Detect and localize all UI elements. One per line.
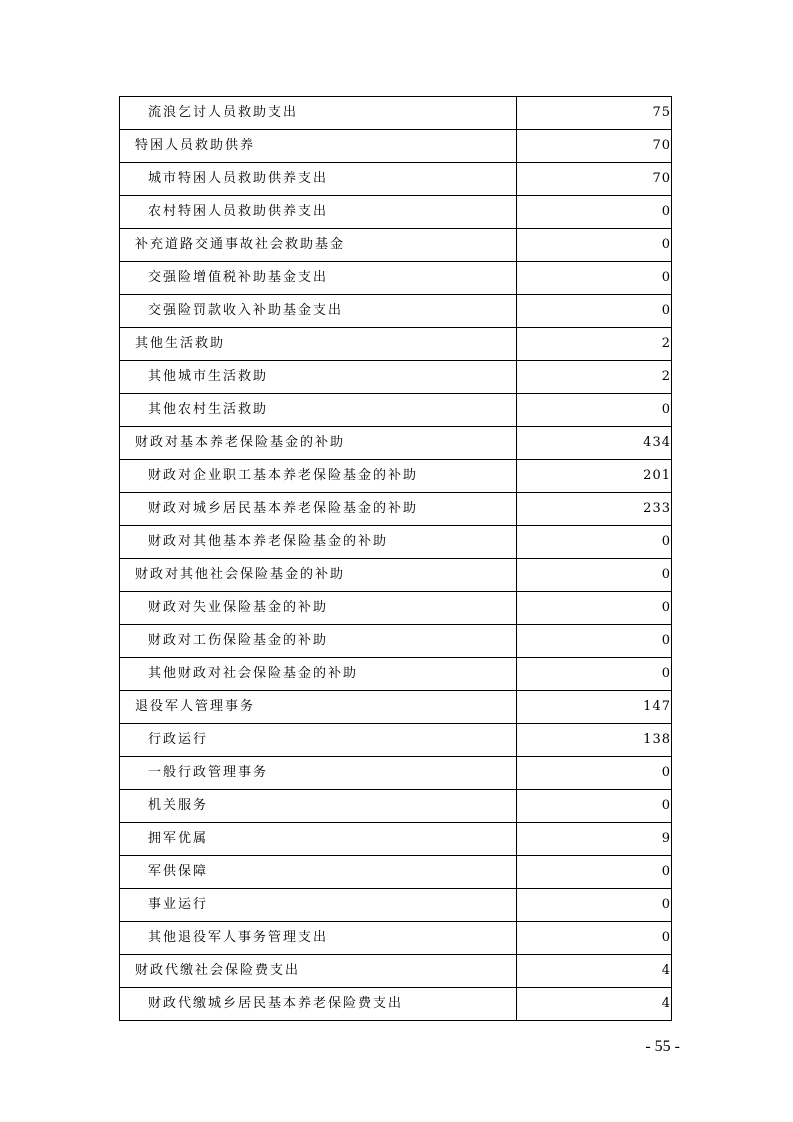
item-amount-cell: 0 — [517, 394, 672, 427]
table-row — [120, 526, 672, 559]
item-name-cell: 交强险增值税补助基金支出 — [120, 262, 517, 295]
table-row — [120, 559, 672, 592]
table-row — [120, 988, 672, 1021]
item-name-cell: 一般行政管理事务 — [120, 757, 517, 790]
item-amount-cell: 4 — [517, 988, 672, 1021]
table-row — [120, 625, 672, 658]
item-amount-cell: 0 — [517, 856, 672, 889]
item-name-cell: 财政对工伤保险基金的补助 — [120, 625, 517, 658]
item-amount-cell: 0 — [517, 592, 672, 625]
item-name-cell: 退役军人管理事务 — [120, 691, 517, 724]
item-amount-cell: 0 — [517, 625, 672, 658]
table-row — [120, 328, 672, 361]
table-row — [120, 196, 672, 229]
item-amount-cell: 0 — [517, 262, 672, 295]
item-name-cell: 事业运行 — [120, 889, 517, 922]
item-amount-cell: 0 — [517, 790, 672, 823]
item-name-cell: 特困人员救助供养 — [120, 130, 517, 163]
item-amount-cell: 0 — [517, 559, 672, 592]
table-row — [120, 460, 672, 493]
item-amount-cell: 434 — [517, 427, 672, 460]
item-name-cell: 财政对城乡居民基本养老保险基金的补助 — [120, 493, 517, 526]
table-row — [120, 97, 672, 130]
item-amount-cell: 201 — [517, 460, 672, 493]
item-name-cell: 其他退役军人事务管理支出 — [120, 922, 517, 955]
table-row — [120, 427, 672, 460]
item-amount-cell: 2 — [517, 361, 672, 394]
item-name-cell: 财政对企业职工基本养老保险基金的补助 — [120, 460, 517, 493]
table-row — [120, 658, 672, 691]
table-row — [120, 856, 672, 889]
table-row — [120, 130, 672, 163]
table-row — [120, 229, 672, 262]
table-row — [120, 163, 672, 196]
item-name-cell: 拥军优属 — [120, 823, 517, 856]
item-name-cell: 补充道路交通事故社会救助基金 — [120, 229, 517, 262]
table-row — [120, 823, 672, 856]
table-row — [120, 955, 672, 988]
item-name-cell: 财政对其他社会保险基金的补助 — [120, 559, 517, 592]
table-row — [120, 889, 672, 922]
table-row — [120, 757, 672, 790]
budget-table-body — [120, 97, 672, 1021]
item-amount-cell: 0 — [517, 229, 672, 262]
item-amount-cell: 0 — [517, 295, 672, 328]
budget-table — [119, 96, 672, 1021]
item-name-cell: 交强险罚款收入补助基金支出 — [120, 295, 517, 328]
item-amount-cell: 138 — [517, 724, 672, 757]
item-name-cell: 财政对其他基本养老保险基金的补助 — [120, 526, 517, 559]
table-row — [120, 295, 672, 328]
item-amount-cell: 4 — [517, 955, 672, 988]
table-row — [120, 922, 672, 955]
item-amount-cell: 0 — [517, 526, 672, 559]
table-row — [120, 361, 672, 394]
table-row — [120, 790, 672, 823]
item-name-cell: 农村特困人员救助供养支出 — [120, 196, 517, 229]
item-name-cell: 机关服务 — [120, 790, 517, 823]
item-amount-cell: 70 — [517, 130, 672, 163]
table-row — [120, 592, 672, 625]
item-amount-cell: 0 — [517, 196, 672, 229]
item-amount-cell: 147 — [517, 691, 672, 724]
item-name-cell: 财政对基本养老保险基金的补助 — [120, 427, 517, 460]
item-amount-cell: 233 — [517, 493, 672, 526]
item-amount-cell: 70 — [517, 163, 672, 196]
item-name-cell: 其他财政对社会保险基金的补助 — [120, 658, 517, 691]
page-number: - 55 - — [645, 1038, 680, 1055]
item-name-cell: 流浪乞讨人员救助支出 — [120, 97, 517, 130]
table-row — [120, 724, 672, 757]
item-amount-cell: 0 — [517, 757, 672, 790]
item-amount-cell: 0 — [517, 658, 672, 691]
item-name-cell: 财政代缴城乡居民基本养老保险费支出 — [120, 988, 517, 1021]
table-row — [120, 394, 672, 427]
item-name-cell: 城市特困人员救助供养支出 — [120, 163, 517, 196]
item-name-cell: 其他生活救助 — [120, 328, 517, 361]
table-row — [120, 691, 672, 724]
item-amount-cell: 9 — [517, 823, 672, 856]
table-row — [120, 262, 672, 295]
item-amount-cell: 0 — [517, 889, 672, 922]
item-amount-cell: 0 — [517, 922, 672, 955]
item-amount-cell: 2 — [517, 328, 672, 361]
item-name-cell: 财政对失业保险基金的补助 — [120, 592, 517, 625]
item-name-cell: 行政运行 — [120, 724, 517, 757]
table-row — [120, 493, 672, 526]
item-name-cell: 其他农村生活救助 — [120, 394, 517, 427]
item-name-cell: 军供保障 — [120, 856, 517, 889]
item-name-cell: 财政代缴社会保险费支出 — [120, 955, 517, 988]
item-name-cell: 其他城市生活救助 — [120, 361, 517, 394]
item-amount-cell: 75 — [517, 97, 672, 130]
